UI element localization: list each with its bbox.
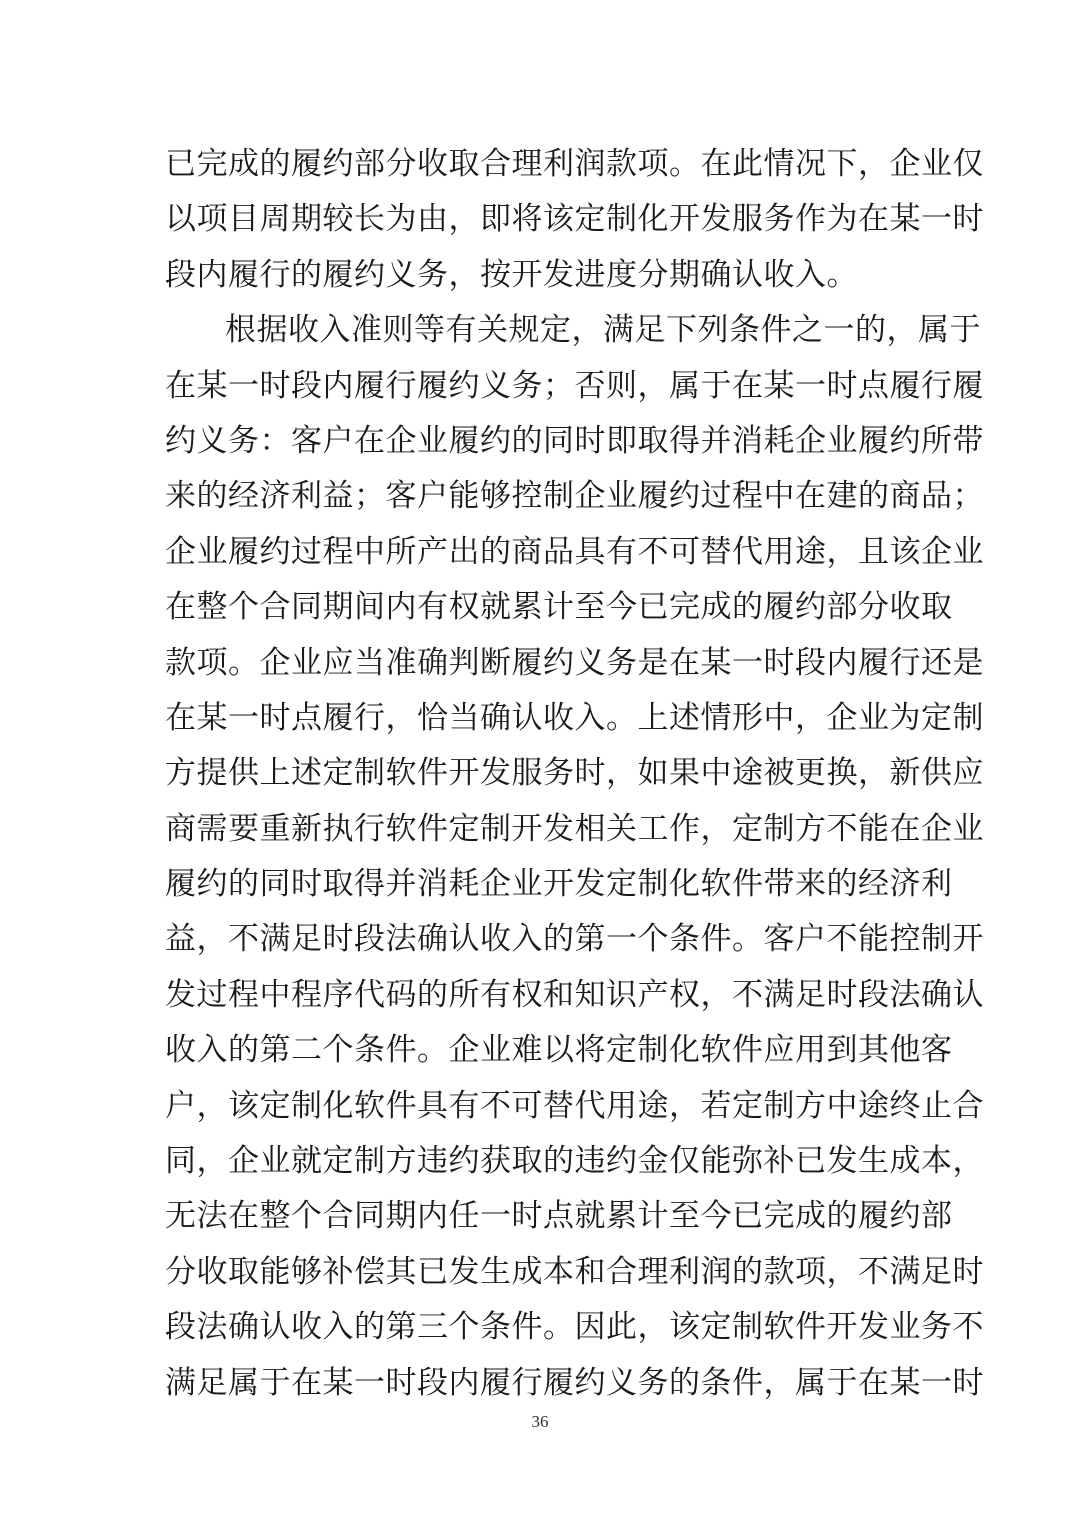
page-number: 36 <box>531 1412 549 1431</box>
text-line: 益，不满足时段法确认收入的第一个条件。客户不能控制开 <box>165 921 984 958</box>
text-line: 企业履约过程中所产出的商品具有不可替代用途，且该企业 <box>165 533 984 570</box>
document-body <box>165 137 984 1411</box>
text-line: 方提供上述定制软件开发服务时，如果中途被更换，新供应 <box>165 755 984 792</box>
text-line: 段内履行的履约义务，按开发进度分期确认收入。 <box>165 256 858 293</box>
text-line: 在某一时段内履行履约义务；否则，属于在某一时点履行履 <box>165 367 984 404</box>
text-line: 分收取能够补偿其已发生成本和合理利润的款项，不满足时 <box>165 1253 984 1290</box>
text-line: 来的经济利益；客户能够控制企业履约过程中在建的商品； <box>165 478 984 515</box>
text-line: 发过程中程序代码的所有权和知识产权，不满足时段法确认 <box>165 976 984 1013</box>
text-line: 在整个合同期间内有权就累计至今已完成的履约部分收取 <box>165 589 953 626</box>
text-line: 商需要重新执行软件定制开发相关工作，定制方不能在企业 <box>165 810 984 847</box>
text-line: 段法确认收入的第三个条件。因此，该定制软件开发业务不 <box>165 1309 984 1346</box>
text-line: 在某一时点履行，恰当确认收入。上述情形中，企业为定制 <box>165 699 984 736</box>
text-line: 满足属于在某一时段内履行履约义务的条件，属于在某一时 <box>165 1364 984 1401</box>
text-line: 已完成的履约部分收取合理利润款项。在此情况下，企业仅 <box>165 146 984 182</box>
text-line: 无法在整个合同期内任一时点就累计至今已完成的履约部 <box>165 1198 953 1235</box>
text-line: 根据收入准则等有关规定，满足下列条件之一的，属于 <box>225 312 981 349</box>
text-line: 款项。企业应当准确判断履约义务是在某一时段内履行还是 <box>165 644 984 681</box>
text-line: 以项目周期较长为由，即将该定制化开发服务作为在某一时 <box>165 201 984 238</box>
text-line: 约义务：客户在企业履约的同时即取得并消耗企业履约所带 <box>165 422 984 459</box>
text-line: 收入的第二个条件。企业难以将定制化软件应用到其他客 <box>165 1032 953 1069</box>
text-line: 同，企业就定制方违约获取的违约金仅能弥补已发生成本， <box>165 1143 984 1180</box>
text-line: 履约的同时取得并消耗企业开发定制化软件带来的经济利 <box>165 866 953 903</box>
text-line: 户，该定制化软件具有不可替代用途，若定制方中途终止合 <box>165 1087 984 1124</box>
paragraph-1 <box>165 137 984 303</box>
paragraph-2 <box>165 303 984 1411</box>
